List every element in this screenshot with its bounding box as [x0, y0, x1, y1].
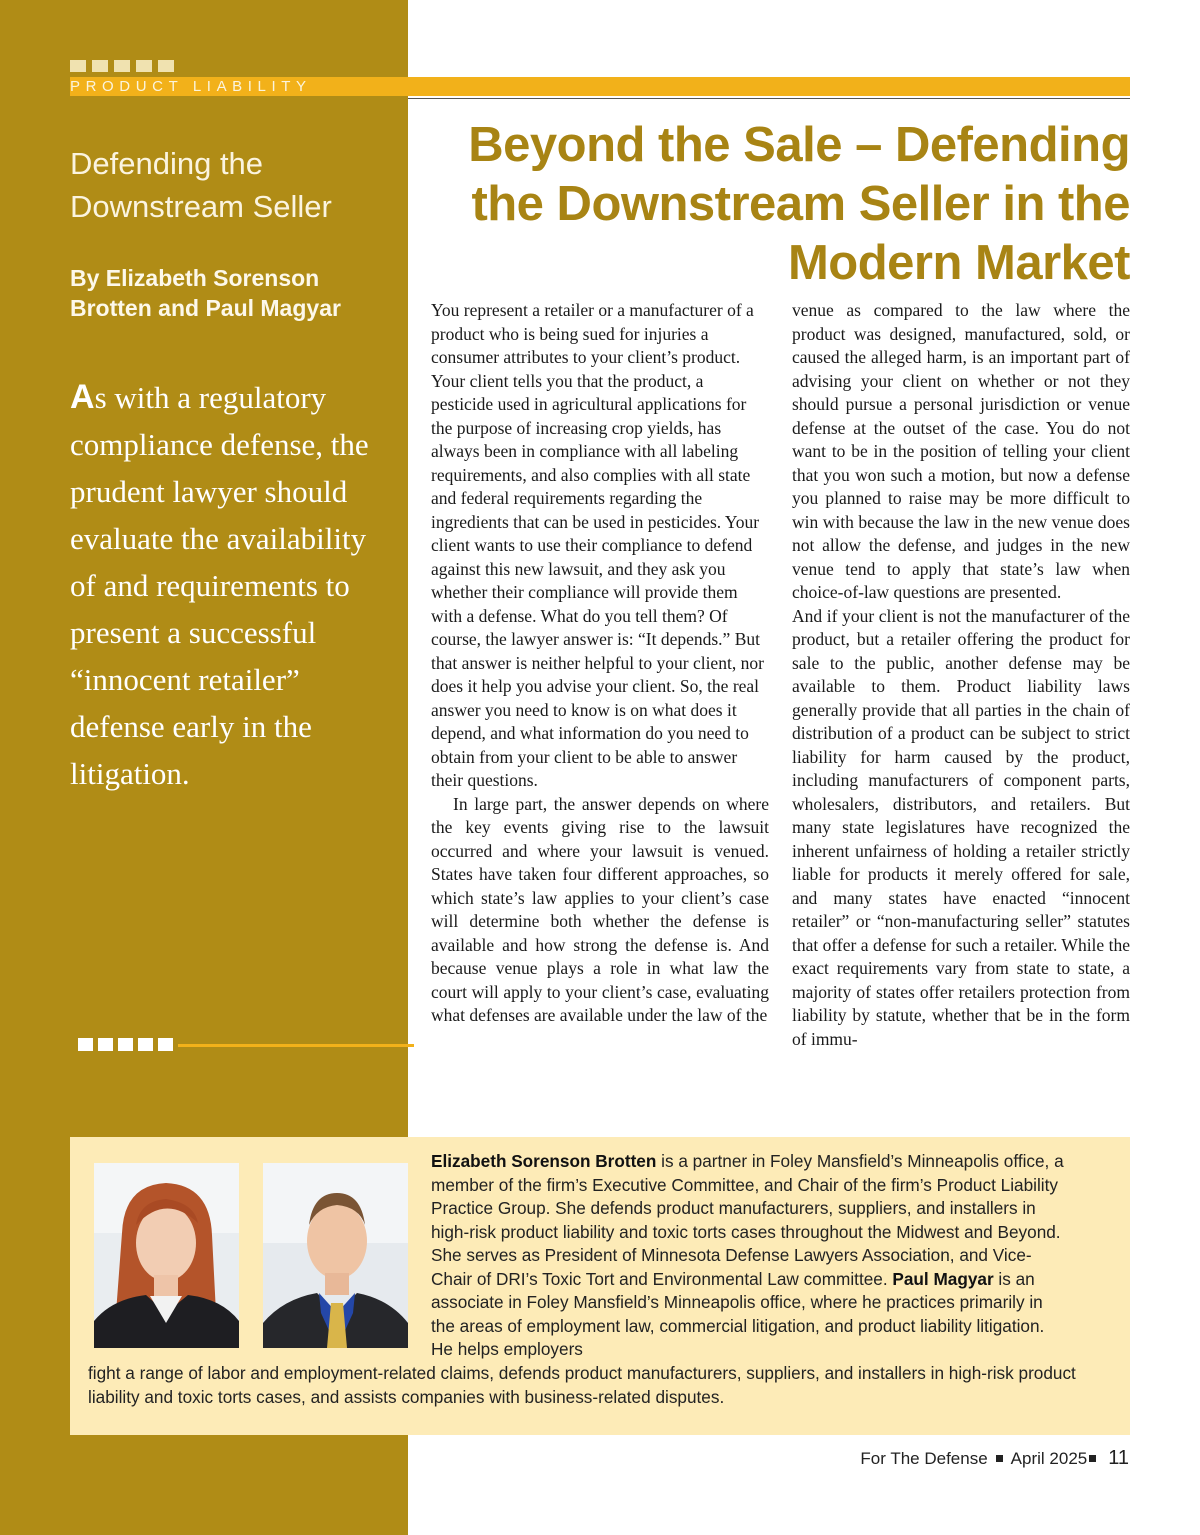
bio-name-magyar: Paul Magyar: [892, 1268, 994, 1289]
pullquote: [70, 374, 390, 797]
section-rule: [408, 98, 1130, 99]
portrait-woman-image: [94, 1163, 239, 1348]
bio-name-brotten: Elizabeth Sorenson Brotten: [431, 1151, 657, 1171]
author-bio-text: [431, 1150, 1071, 1362]
byline: By Elizabeth Sorenson Brotten and Paul Magyar: [70, 265, 341, 321]
author-photo-brotten: [94, 1163, 239, 1348]
author-bio-text-continued: fight a range of labor and employment-related claims, defends product manufacturers, suppliers, and installers in high-risk product liability and toxic torts cases, and assists companies with business-related disputes.: [88, 1363, 1076, 1407]
body-column-1: [431, 299, 769, 1028]
body-paragraph: You represent a retailer or a manufacturer of a product who is being sued for injuries a consumer attributes to your client’s product. Your client tells you that the product, a pesticide used in agricultural applications for the purpose of increasing crop yields, has always been in compliance with all labeling requirements, and also complies with all state and federal requirements regarding the ingredients that can be used in pesticides. Your client wants to use their compliance to defend against this new lawsuit, and they ask you whether their compliance will provide them with a defense. What do you tell them? Of course, the lawyer answer is: “It depends.” But that answer is neither helpful to your client, nor does it help you advise your client. So, the real answer you need to know is on what does it depend, and what information do you need to obtain from your client to be able to answer their questions.: [431, 300, 764, 790]
article-headline: Beyond the Sale – Defending the Downstream Seller in the Modern Market: [468, 118, 1130, 290]
page-number: 11: [1108, 1447, 1129, 1469]
body-paragraph: In large part, the answer depends on where the key events giving rise to the lawsuit occurred and where your lawsuit is venued. States have taken four different approaches, so which state’s law applies to your client’s case will determine both whether the defense is available and how strong the defense is. And because venue plays a role in what law the court will apply to your client’s case, evaluating what defenses are available under the law of the: [431, 793, 769, 1025]
bio-text-brotten: is a partner in Foley Mansfield’s Minneapolis office, a member of the firm’s Executive Committee, and Chair of the firm’s Product Liability Practice Group. She defends product manufacturers, suppliers, and installers in high-risk product liability and toxic torts cases throughout the Midwest and Beyond. She serves as President of Minnesota Defense Lawyers Association, and Vice-Chair of DRI’s Toxic Tort and Environmental Law committee.: [431, 1151, 1064, 1289]
pullquote-text: s with a regulatory compliance defense, the prudent lawyer should evaluate the availability of and requirements to present a successful “innocent retailer” defense early in the litigation.: [70, 380, 369, 791]
decorative-squares-mid: [78, 1038, 173, 1051]
decorative-rule-mid: [178, 1044, 414, 1047]
body-paragraph: venue as compared to the law where the product was designed, manufactured, sold, or caused the alleged harm, is an important part of advising your client on whether or not they should pursue a personal jurisdiction or venue defense at the outset of the case. You do not want to be in the position of telling your client that you won such a motion, but now a defense you planned to raise may be more difficult to win with because the law in the new venue does not allow the defense, and judges in the new venue tend to apply that state’s law when choice-of-law questions are presented.: [792, 300, 1130, 602]
portrait-man-image: [263, 1163, 408, 1348]
footer-bullet-icon: [1089, 1455, 1096, 1462]
page-footer: [860, 1447, 1129, 1470]
sidebar-dek: Defending the Downstream Seller: [70, 146, 332, 224]
body-column-2: [792, 299, 1130, 1051]
footer-publication: For The Defense: [860, 1449, 988, 1468]
body-paragraph: And if your client is not the manufacturer of the product, but a retailer offering the product for sale to the public, another defense may be available to them. Product liability laws generally provide that all parties in the chain of distribution of a product can be subject to strict liability for harm caused by the product, including manufacturers of component parts, wholesalers, distributors, and retailers. But many state legislatures have recognized the inherent unfairness of holding a retailer strictly liable for products it merely offered for sale, and many states have enacted “innocent retailer” or “non-manufacturing seller” statutes that offer a defense for such a retailer. While the exact requirements vary from state to state, a majority of states offer retailers protection from liability by statute, whether that be in the form of immu-: [792, 605, 1130, 1049]
author-photo-magyar: [263, 1163, 408, 1348]
section-label: PRODUCT LIABILITY: [70, 78, 312, 95]
decorative-squares-top: [70, 60, 174, 72]
footer-bullet-icon: [996, 1455, 1003, 1462]
pullquote-dropcap: A: [70, 378, 95, 416]
footer-date: April 2025: [1010, 1449, 1088, 1468]
bio-text-magyar: is an associate in Foley Mansfield’s Minneapolis office, where he practices primarily in the areas of employment law, commercial litigation, and product liability litigation. He helps employers: [431, 1268, 1045, 1359]
